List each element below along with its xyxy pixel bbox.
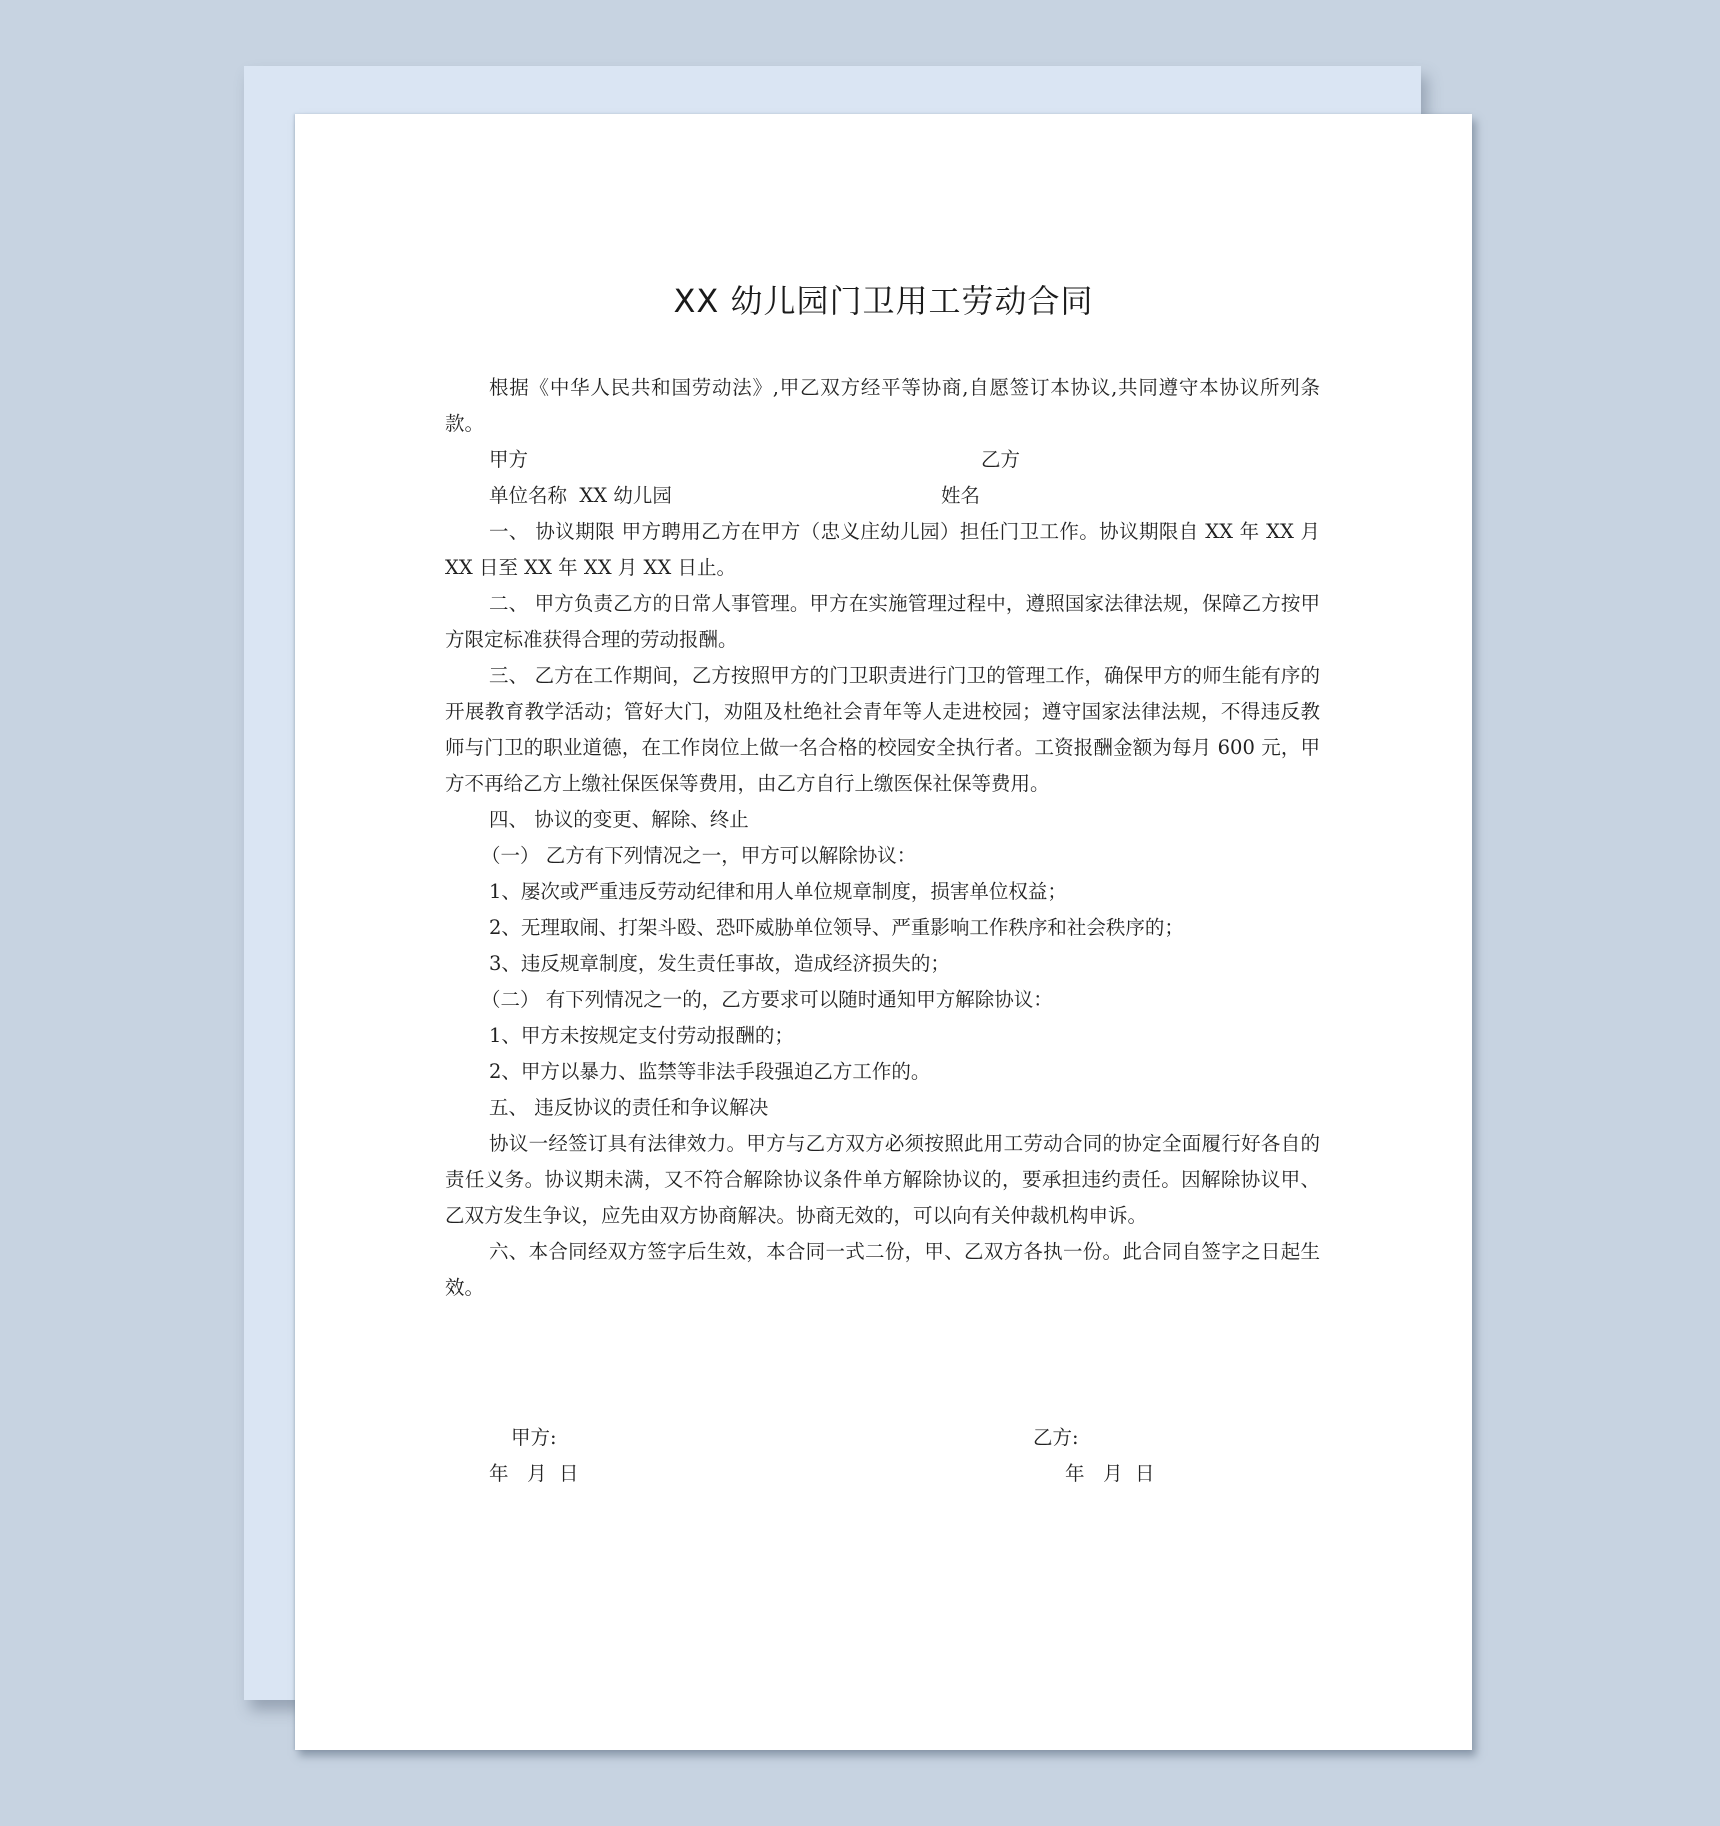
document-page — [295, 114, 1472, 1750]
clause-4-sub-1: （一） 乙方有下列情况之一，甲方可以解除协议： — [481, 844, 917, 867]
list-item: 2、甲方以暴力、监禁等非法手段强迫乙方工作的。 — [489, 1060, 931, 1083]
clause-6: 六、本合同经双方签字后生效，本合同一式二份，甲、乙双方各执一份。此合同自签字之日起生效。 — [445, 1240, 1320, 1299]
party-a-label: 甲方 — [489, 448, 529, 471]
clause-4-heading: 四、 协议的变更、解除、终止 — [489, 808, 749, 831]
party-a-signature-label: 甲方: — [511, 1426, 557, 1449]
party-detail-row — [445, 478, 1320, 514]
party-b-date: 年 月 日 — [1065, 1462, 1155, 1485]
clause-5-heading: 五、 违反协议的责任和争议解决 — [489, 1096, 769, 1119]
clause-2: 二、 甲方负责乙方的日常人事管理。甲方在实施管理过程中，遵照国家法律法规，保障乙方按甲方限定标准获得合理的劳动报酬。 — [445, 592, 1320, 651]
intro-paragraph: 根据《中华人民共和国劳动法》,甲乙双方经平等协商,自愿签订本协议,共同遵守本协议所列条款。 — [445, 376, 1320, 435]
clause-4-sub-2: （二） 有下列情况之一的，乙方要求可以随时通知甲方解除协议： — [481, 988, 1053, 1011]
clause-5-body: 协议一经签订具有法律效力。甲方与乙方双方必须按照此用工劳动合同的协定全面履行好各自的责任义务。协议期未满，又不符合解除协议条件单方解除协议的，要承担违约责任。因解除协议甲、乙双方发生争议，应先由双方协商解决。协商无效的，可以向有关仲裁机构申诉。 — [445, 1132, 1320, 1227]
clause-1: 一、 协议期限 甲方聘用乙方在甲方（忠义庄幼儿园）担任门卫工作。协议期限自 XX 年 XX 月 XX 日至 XX 年 XX 月 XX 日止。 — [445, 520, 1320, 579]
document-body — [445, 370, 1320, 1306]
party-b-signature-label: 乙方: — [1033, 1426, 1079, 1449]
unit-name-field: 单位名称 XX 幼儿园 — [489, 484, 672, 507]
list-item: 3、违反规章制度，发生责任事故，造成经济损失的； — [489, 952, 950, 975]
signature-block — [445, 1420, 1320, 1492]
clause-3: 三、 乙方在工作期间，乙方按照甲方的门卫职责进行门卫的管理工作，确保甲方的师生能有序的开展教育教学活动；管好大门，劝阻及杜绝社会青年等人走进校园；遵守国家法律法规，不得违反教师与门卫的职业道德，在工作岗位上做一名合格的校园安全执行者。工资报酬金额为每月 600 元，甲方不再给乙方上缴社保医保等费用，由乙方自行上缴医保社保等费用。 — [445, 664, 1320, 795]
name-field-label: 姓名 — [941, 484, 981, 507]
list-item: 2、无理取闹、打架斗殴、恐吓威胁单位领导、严重影响工作秩序和社会秩序的； — [489, 916, 1184, 939]
signature-row — [445, 1420, 1320, 1456]
list-item: 1、屡次或严重违反劳动纪律和用人单位规章制度，损害单位权益； — [489, 880, 1067, 903]
date-row — [445, 1456, 1320, 1492]
document-title: XX 幼儿园门卫用工劳动合同 — [673, 282, 1094, 320]
party-a-date: 年 月 日 — [489, 1462, 579, 1485]
party-header-row — [445, 442, 1320, 478]
list-item: 1、甲方未按规定支付劳动报酬的； — [489, 1024, 794, 1047]
party-b-label: 乙方 — [981, 448, 1021, 471]
